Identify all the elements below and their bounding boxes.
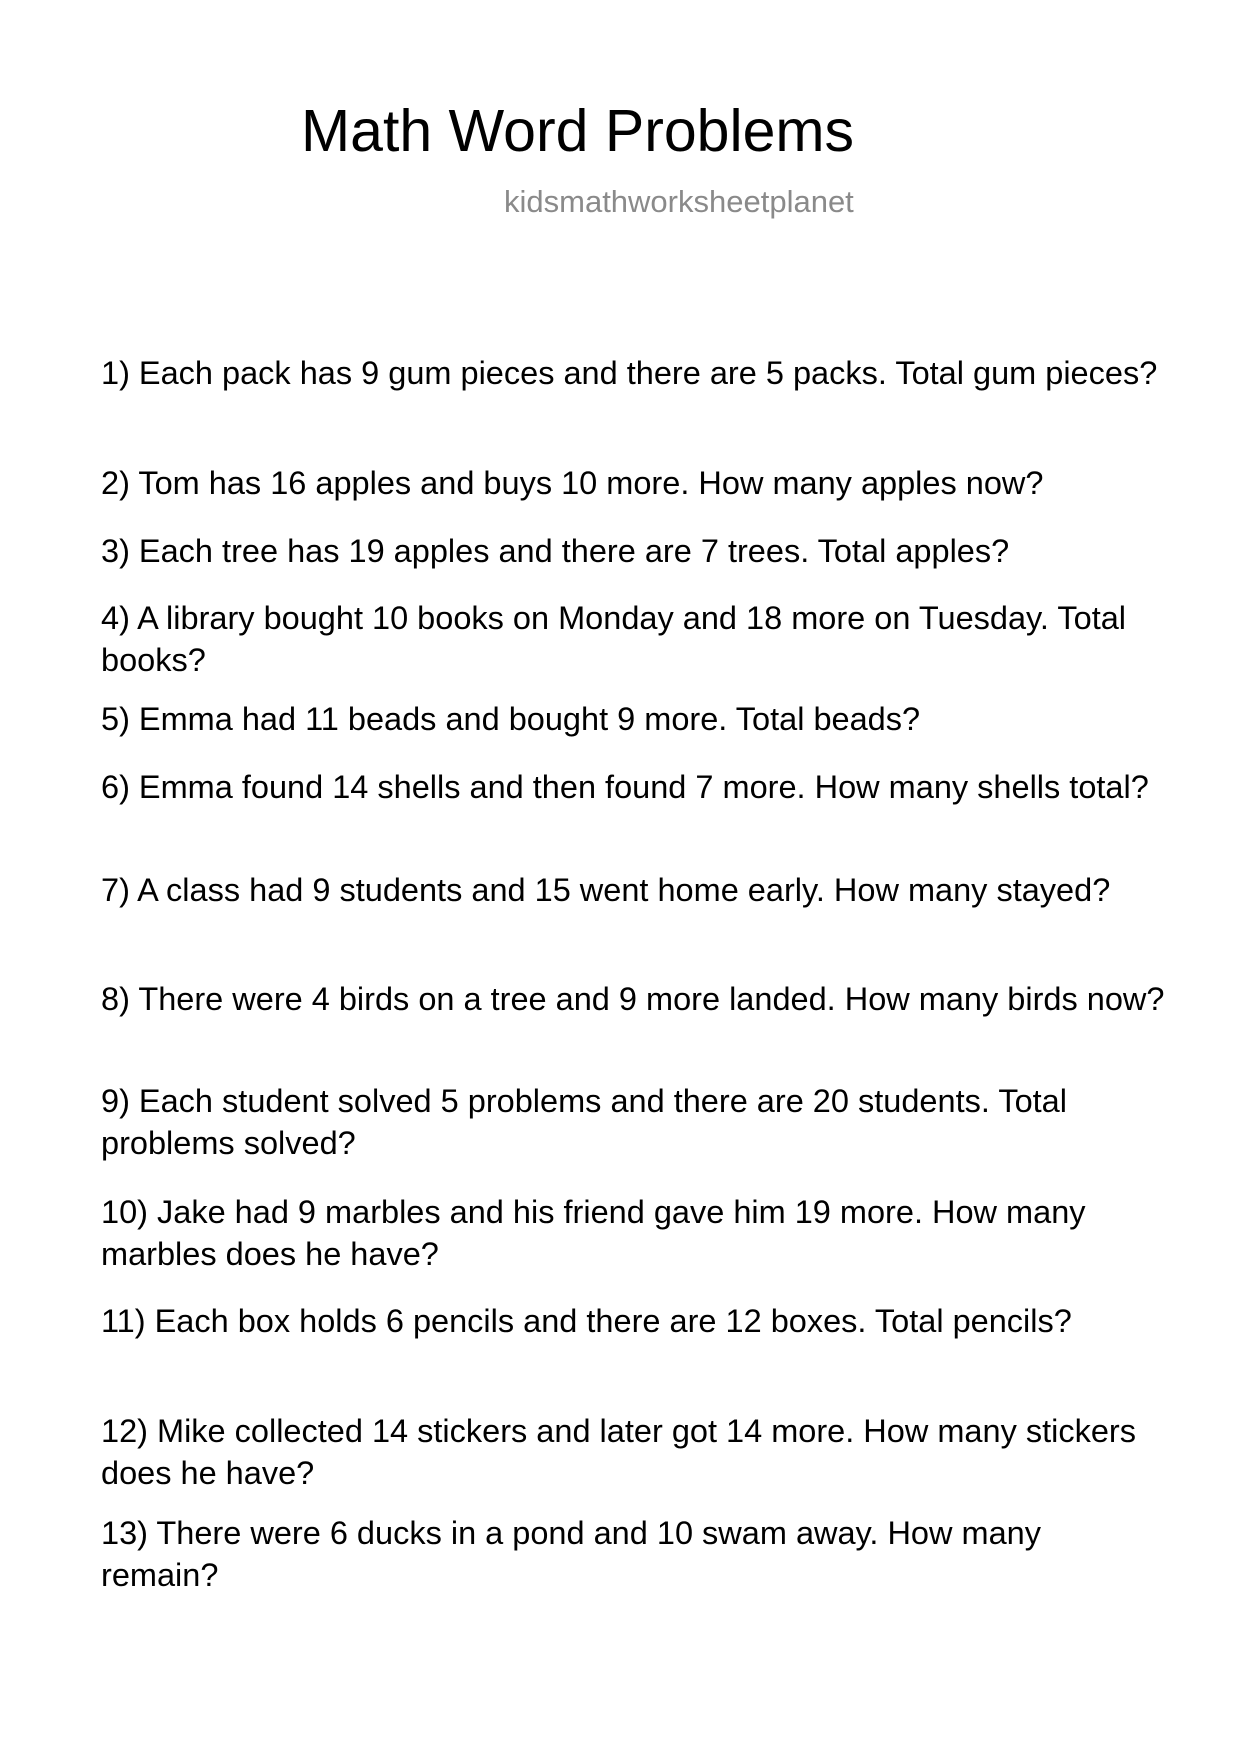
problem-item: 12) Mike collected 14 stickers and later got 14 more. How many stickers does he have? (101, 1413, 1137, 1491)
problem-item: 6) Emma found 14 shells and then found 7 more. How many shells total? (101, 769, 1149, 805)
problem-item: 10) Jake had 9 marbles and his friend gave him 19 more. How many marbles does he have? (101, 1194, 1086, 1272)
problem-item: 13) There were 6 ducks in a pond and 10 swam away. How many remain? (101, 1515, 1041, 1593)
site-watermark: kidsmathworksheetplanet (504, 184, 854, 219)
page-title: Math Word Problems (301, 98, 855, 164)
problem-item: 7) A class had 9 students and 15 went home early. How many stayed? (101, 872, 1111, 908)
problem-item: 8) There were 4 birds on a tree and 9 more landed. How many birds now? (101, 981, 1165, 1017)
problem-item: 9) Each student solved 5 problems and there are 20 students. Total problems solved? (101, 1083, 1067, 1161)
problem-item: 1) Each pack has 9 gum pieces and there are 5 packs. Total gum pieces? (101, 355, 1158, 391)
problem-item: 5) Emma had 11 beads and bought 9 more. Total beads? (101, 701, 921, 737)
problem-item: 3) Each tree has 19 apples and there are 7 trees. Total apples? (101, 533, 1010, 569)
problem-item: 11) Each box holds 6 pencils and there are 12 boxes. Total pencils? (101, 1303, 1072, 1339)
problem-item: 2) Tom has 16 apples and buys 10 more. How many apples now? (101, 465, 1044, 501)
problem-item: 4) A library bought 10 books on Monday and 18 more on Tuesday. Total books? (101, 600, 1127, 678)
